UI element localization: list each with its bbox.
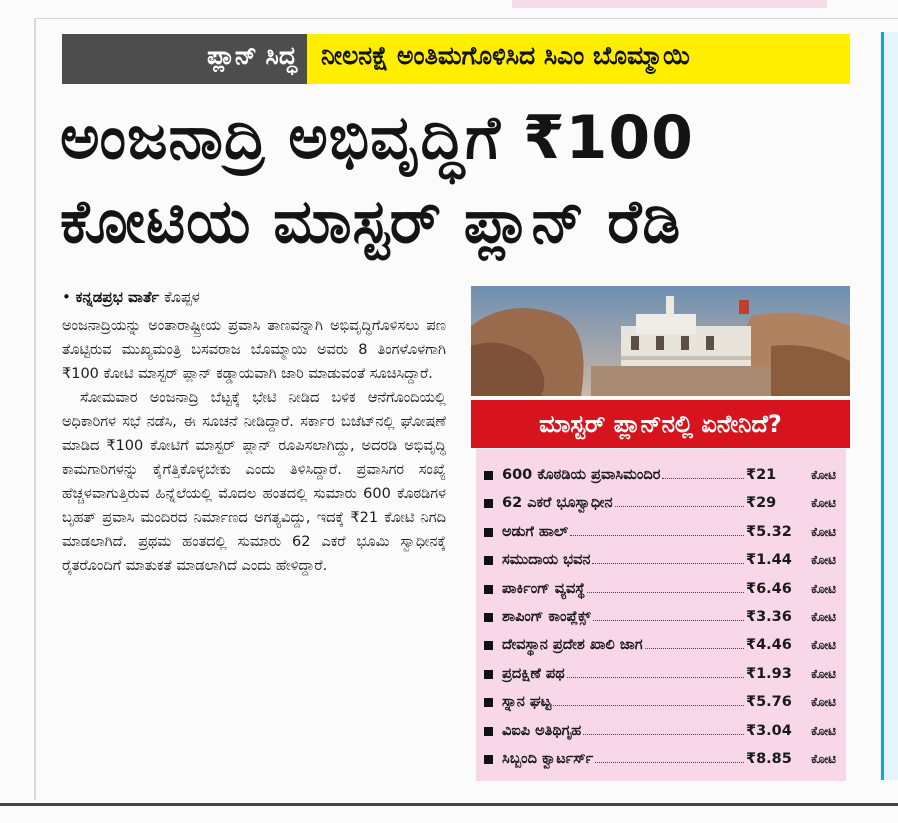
square-bullet-icon <box>484 471 493 480</box>
plan-item-label: ಪ್ರದಕ್ಷಿಣೆ ಪಥ <box>502 665 565 682</box>
plan-item-unit: ಕೋಟಿ <box>811 695 836 710</box>
square-bullet-icon <box>484 755 493 764</box>
leader-dots <box>583 734 744 735</box>
headline-line-2: ಕೋಟಿಯ ಮಾಸ್ಟರ್ ಪ್ಲಾನ್ ರೆಡಿ <box>60 187 682 257</box>
leader-dots <box>662 478 744 479</box>
kicker-label-block <box>62 34 307 84</box>
plan-item-label: 62 ಎಕರೆ ಭೂಸ್ವಾಧೀನ <box>502 495 613 512</box>
plan-item-amount: ₹5.32 <box>746 523 792 540</box>
previous-article-strip <box>0 0 898 10</box>
temple-photo <box>471 286 850 396</box>
plan-item-amount: ₹6.46 <box>746 580 792 597</box>
article-paragraph: ಅಂಜನಾದ್ರಿಯನ್ನು ಅಂತಾರಾಷ್ಟ್ರೀಯ ಪ್ರವಾಸಿ ತಾಣವನ್ನಾಗಿ ಅಭಿವೃದ್ಧಿಗೊಳಿಸಲು ಪಣ ತೊಟ್ಟಿರುವ ಮುಖ್ಯಮಂತ್ರಿ ಬಸವರಾಜ ಬೊಮ್ಮಾಯಿ ಅವರು 8 ತಿಂಗಳೊಳಗಾಗಿ ₹100 ಕೋಟಿ ಮಾಸ್ಟರ್ ಪ್ಲಾನ್ ಕಡ್ಡಾಯವಾಗಿ ಜಾರಿ ಮಾಡುವಂತೆ ಸೂಚಿಸಿದ್ದಾರೆ. <box>62 318 446 382</box>
plan-item-label: 600 ಕೊಠಡಿಯ ಪ್ರವಾಸಿಮಂದಿರ <box>502 467 661 483</box>
square-bullet-icon <box>484 556 493 565</box>
square-bullet-icon <box>484 613 493 622</box>
plan-item-label: ವಿಐಪಿ ಅತಿಥಿಗೃಹ <box>502 722 582 739</box>
plan-item-unit: ಕೋಟಿ <box>811 751 836 766</box>
square-bullet-icon <box>484 528 493 537</box>
plan-item <box>476 745 846 773</box>
plan-item-amount: ₹5.76 <box>746 694 792 711</box>
temple-photo-illustration <box>471 286 850 396</box>
plan-item-label: ಸಮುದಾಯ ಭವನ <box>502 552 591 569</box>
kicker-label: ಪ್ಲಾನ್ ಸಿದ್ಧ <box>207 41 297 70</box>
leader-dots <box>592 563 744 564</box>
plan-item <box>476 461 846 489</box>
leader-dots <box>567 677 744 678</box>
plan-item-unit: ಕೋಟಿ <box>811 638 836 653</box>
byline <box>62 288 200 306</box>
plan-item-amount: ₹1.93 <box>746 665 792 682</box>
kicker-bar <box>62 34 850 84</box>
byline-bullet: • <box>62 288 76 306</box>
plan-item-unit: ಕೋಟಿ <box>811 581 836 596</box>
previous-box-fragment <box>512 0 827 8</box>
headline <box>60 96 860 264</box>
headline-line-1: ಅಂಜನಾದ್ರಿ ಅಭಿವೃದ್ಧಿಗೆ ₹100 <box>60 103 694 173</box>
plan-item-unit: ಕೋಟಿ <box>811 524 836 539</box>
leader-dots <box>553 705 744 706</box>
adjacent-article-panel <box>881 32 898 780</box>
plan-item <box>476 603 846 631</box>
leader-dots <box>615 506 744 507</box>
plan-item-label: ಸಿಬ್ಬಂದಿ ಕ್ವಾರ್ಟರ್ಸ್ <box>502 750 594 767</box>
plan-item-amount: ₹1.44 <box>746 552 792 569</box>
plan-item-amount: ₹29 <box>746 495 777 512</box>
bottom-divider <box>0 803 898 806</box>
plan-item-unit: ಕೋಟಿ <box>811 723 836 738</box>
plan-item-label: ಪಾರ್ಕಿಂಗ್ ವ್ಯವಸ್ಥೆ <box>502 580 586 597</box>
plan-item <box>476 631 846 659</box>
plan-item-amount: ₹3.36 <box>746 608 792 625</box>
master-plan-list <box>476 449 846 773</box>
kicker-text: ನೀಲನಕ್ಷೆ ಅಂತಿಮಗೊಳಿಸಿದ ಸಿಎಂ ಬೊಮ್ಮಾಯಿ <box>321 41 690 70</box>
square-bullet-icon <box>484 499 493 508</box>
plan-item-label: ಶಾಪಿಂಗ್ ಕಾಂಪ್ಲೆಕ್ಸ್ <box>502 608 591 625</box>
byline-source: ಕನ್ನಡಪ್ರಭ ವಾರ್ತೆ <box>75 288 160 306</box>
square-bullet-icon <box>484 698 493 707</box>
plan-item-amount: ₹4.46 <box>746 637 792 654</box>
plan-item <box>476 518 846 546</box>
master-plan-box-title: ಮಾಸ್ಟರ್ ಪ್ಲಾನ್‌ನಲ್ಲಿ ಏನೇನಿದೆ? <box>471 400 850 448</box>
plan-item <box>476 489 846 517</box>
plan-item-amount: ₹21 <box>746 467 777 483</box>
plan-item <box>476 660 846 688</box>
left-column-rule <box>34 18 36 800</box>
leader-dots <box>645 648 744 649</box>
plan-item <box>476 717 846 745</box>
square-bullet-icon <box>484 727 493 736</box>
leader-dots <box>587 592 744 593</box>
article-paragraph: ಸೋಮವಾರ ಅಂಜನಾದ್ರಿ ಬೆಟ್ಟಕ್ಕೆ ಭೇಟಿ ನೀಡಿದ ಬಳಿಕ ಆನೆಗೊಂದಿಯಲ್ಲಿ ಅಧಿಕಾರಿಗಳ ಸಭೆ ನಡೆಸಿ, ಈ ಸೂಚನೆ ನೀಡಿದ್ದಾರೆ. ಸರ್ಕಾರ ಬಜೆಟ್‌ನಲ್ಲಿ ಘೋಷಣೆ ಮಾಡಿದ ₹100 ಕೋಟಿಗೆ ಮಾಸ್ಟರ್ ಪ್ಲಾನ್ ರೂಪಿಸಲಾಗಿದ್ದು, ಅದರಡಿ ಅಭಿವೃದ್ಧಿ ಕಾಮಗಾರಿಗಳನ್ನು ಕೈಗೆತ್ತಿಕೊಳ್ಳಬೇಕು ಎಂದು ತಿಳಿಸಿದ್ದಾರೆ. ಪ್ರವಾಸಿಗರ ಸಂಖ್ಯೆ ಹೆಚ್ಚಳವಾಗುತ್ತಿರುವ ಹಿನ್ನೆಲೆಯಲ್ಲಿ ಮೊದಲ ಹಂತದಲ್ಲಿ ಸುಮಾರು 600 ಕೊಠಡಿಗಳ ಬೃಹತ್ ಪ್ರವಾಸಿ ಮಂದಿರದ ನಿರ್ಮಾಣದ ಅಗತ್ಯವಿದ್ದು, ಇದಕ್ಕೆ ₹21 ಕೋಟಿ ನಿಗದಿ ಮಾಡಲಾಗಿದೆ. ಪ್ರಥಮ ಹಂತದಲ್ಲಿ ಸುಮಾರು 62 ಎಕರೆ ಭೂಮಿ ಸ್ವಾಧೀನಕ್ಕೆ ರೈತರೊಂದಿಗೆ ಮಾತುಕತೆ ಮಾಡಲಾಗಿದೆ ಎಂದು ಹೇಳಿದ್ದಾರೆ. <box>62 390 446 574</box>
kicker-text-block <box>307 34 850 84</box>
plan-item-label: ಸ್ನಾನ ಘಟ್ಟ <box>502 694 552 711</box>
plan-item-unit: ಕೋಟಿ <box>811 609 836 624</box>
plan-item-unit: ಕೋಟಿ <box>811 468 836 482</box>
square-bullet-icon <box>484 670 493 679</box>
plan-item <box>476 575 846 603</box>
leader-dots <box>570 535 744 536</box>
plan-item <box>476 688 846 716</box>
plan-item <box>476 546 846 574</box>
article-body <box>62 314 446 578</box>
master-plan-box <box>476 449 846 781</box>
plan-item-label: ಅಡುಗೆ ಹಾಲ್ <box>502 523 569 540</box>
byline-place: ಕೊಪ್ಪಳ <box>164 288 200 306</box>
square-bullet-icon <box>484 585 493 594</box>
plan-item-amount: ₹3.04 <box>746 722 792 739</box>
plan-item-label: ದೇವಸ್ಥಾನ ಪ್ರದೇಶ ಖಾಲಿ ಜಾಗ <box>502 637 643 654</box>
plan-item-unit: ಕೋಟಿ <box>811 666 836 681</box>
plan-item-unit: ಕೋಟಿ <box>811 496 836 511</box>
plan-item-unit: ಕೋಟಿ <box>811 553 836 568</box>
leader-dots <box>593 620 744 621</box>
plan-item-amount: ₹8.85 <box>746 750 792 767</box>
leader-dots <box>595 762 744 763</box>
square-bullet-icon <box>484 641 493 650</box>
top-divider <box>34 18 898 19</box>
